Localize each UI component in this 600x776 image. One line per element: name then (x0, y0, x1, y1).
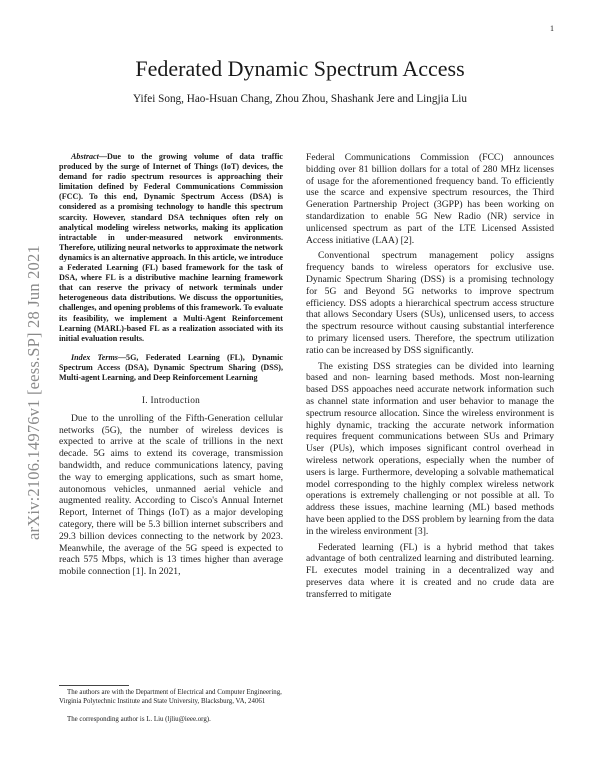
abstract-text: —Due to the growing volume of data traffic produced by the surge of Internet of Things (IoT) devices, the demand for radio spectrum resources is approaching their limitation defined by Federal Communications Commission (FCC). To this end, Dynamic Spectrum Access (DSA) is considered as a promising technology to handle this spectrum scarcity. However, standard DSA techniques often rely on analytical modeling wireless networks, making its application intractable in under-measured network environments. Therefore, utilizing neural networks to approximate the network dynamics is an alternative approach. In this article, we introduce a Federated Learning (FL) based framework for the task of DSA, where FL is a distributive machine learning framework that can reserve the privacy of network terminals under heterogeneous data distributions. We discuss the opportunities, challenges, and opening problems of this framework. To evaluate its feasibility, we implement a Multi-Agent Reinforcement Learning (MARL)-based FL as a realization associated with its initial evaluation results. (59, 152, 283, 343)
footnote-affiliation: The authors are with the Department of Electrical and Computer Engineering, Virginia Polytechnic Institute and State University, Blacksburg, VA, 24061 (59, 689, 282, 705)
index-terms-text: —5G, Federated Learning (FL), Dynamic Spectrum Access (DSA), Dynamic Spectrum Sharing (DSS), Multi-agent Learning, and Deep Reinforcement Learning (59, 352, 283, 382)
index-terms-label: Index Terms (71, 352, 118, 362)
index-terms (59, 353, 283, 383)
intro-paragraph: Due to the unrolling of the Fifth-Generation cellular networks (5G), the number of wireless devices is expected to arrive at the scale of trillions in the next decade. 5G aims to extend its coverage, transmission bandwidth, and reduce communications latency, paving the way to emerging applications, such as smart home, autonomous vehicles, unmanned aerial vehicle and augmented reality. According to Cisco's Annual Internet Report, Internet of Things (IoT) as a major developing category, there will be 5.3 billion internet subscribers and 29.3 billion devices connecting to the network by 2023. Meanwhile, the average of the 5G speed is expected to reach 575 Mbps, which is 13 times higher than average mobile connection [1]. In 2021, (59, 412, 283, 578)
abstract-label: Abstract (71, 152, 99, 161)
body-paragraph: Conventional spectrum management policy assigns frequency bands to wireless operators for exclusive use. Dynamic Spectrum Sharing (DSS) is a promising technology for 5G and Beyond 5G networks to improve spectrum efficiency. DSS adopts a hierarchical spectrum access structure that allows Secondary Users (SUs), unlicensed users, to access the spectrum resource without causing substantial interference to primary licensed users. Therefore, the spectrum utilization ratio can be increased by DSS significantly. (306, 250, 554, 356)
abstract (59, 152, 283, 344)
author-list: Yifei Song, Hao-Hsuan Chang, Zhou Zhou, Shashank Jere and Lingjia Liu (132, 93, 467, 105)
body-paragraph: Federated learning (FL) is a hybrid method that takes advantage of both centralized learning and distributed learning. FL executes model training in a decentralized way and preserves data where it is created and no crude data are transferred to mitigate (306, 541, 554, 600)
paper-title: Federated Dynamic Spectrum Access (135, 56, 465, 81)
body-paragraph: Federal Communications Commission (FCC) announces bidding over 81 billion dollars for a total of 280 MHz licenses of usage for the aforementioned frequency band. To efficiently use the scarce and expensive spectrum resources, the Third Generation Partnership Project (3GPP) has been working on standardization to enable 5G New Radio (NR) service in unlicensed spectrum as part of the LTE Licensed Assisted Access initiative (LAA) [2]. (306, 152, 554, 246)
left-column (59, 152, 283, 578)
arxiv-identifier-text: arXiv:2106.14976v1 [eess.SP] 28 Jun 2021 (24, 245, 43, 540)
section-heading: I. Introduction (141, 396, 201, 407)
page-number: 1 (550, 24, 554, 33)
footnote-divider (59, 685, 129, 686)
right-column (306, 152, 554, 604)
footnote-corresponding-author: The corresponding author is L. Liu (ljliu@ieee.org). (67, 716, 211, 723)
body-paragraph: The existing DSS strategies can be divided into learning based and non- learning based methods. Most non-learning based DSS appoaches need accurate network information such as channel state information and user behavior to manage the spectrum resource allocation. Since the wireless environment is highly dynamic, tracking the accurate network information requires frequent communications between SUs and Primary User (PUs), which imposes significant control overhead in wireless network operations, especially when the number of users is large. Furthermore, developing a solvable mathematical model corresponding to the highly complex wireless network operations is extremely challenging or not possible at all. To address these issues, machine learning (ML) based methods have been applied to the DSS problem by learning from the data in the wireless environment [3]. (306, 360, 554, 537)
